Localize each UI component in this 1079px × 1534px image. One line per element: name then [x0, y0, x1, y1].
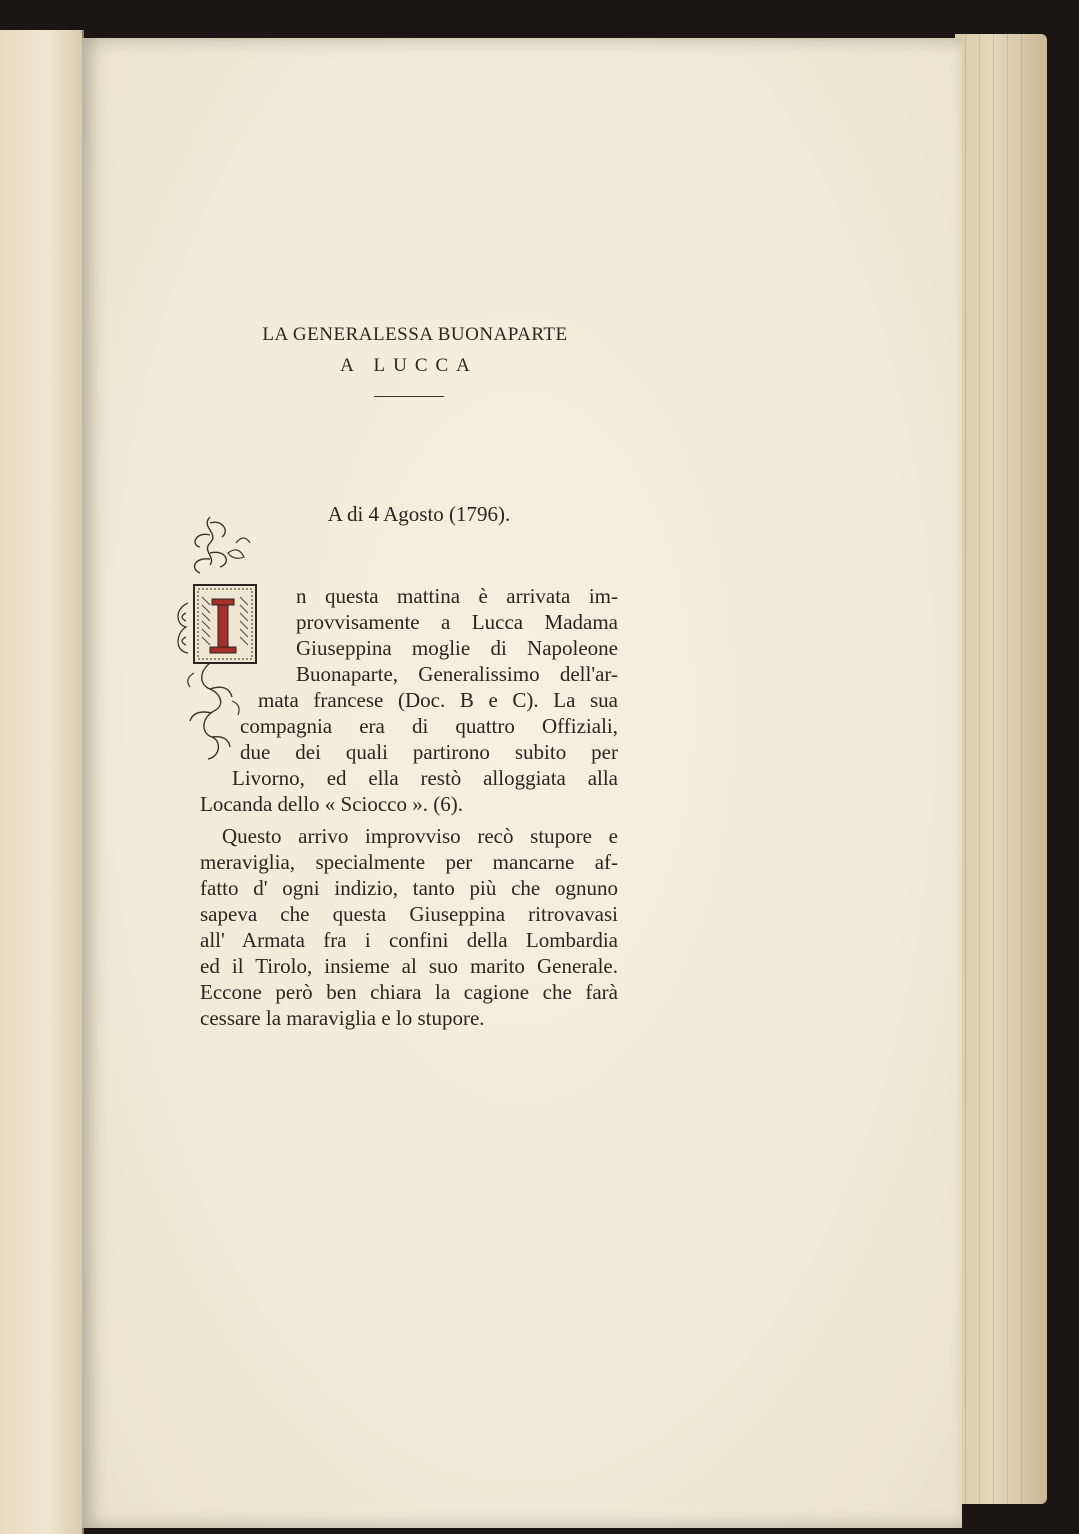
para2-line-4: sapeva che questa Giuseppina ritrovavasi — [200, 902, 618, 926]
chapter-title: LA GENERALESSA BUONAPARTE — [262, 324, 568, 345]
page-edge-stack — [955, 34, 1047, 1504]
book-page — [82, 38, 962, 1528]
left-page-edge — [0, 30, 84, 1534]
para1-line-4: Buonaparte, Generalissimo dell'ar- — [296, 662, 618, 686]
date-line: A di 4 Agosto (1796). — [327, 502, 511, 526]
ornamental-initial-icon — [170, 513, 266, 773]
para1-line-9: Locanda dello « Sciocco ». (6). — [200, 792, 463, 816]
text-column — [200, 278, 618, 1031]
para1-line-6: compagnia era di quattro Offiziali, — [240, 714, 618, 738]
para1-line-3: Giuseppina moglie di Napoleone — [296, 636, 618, 660]
para1-line-1: n questa mattina è arrivata im- — [296, 584, 618, 608]
para2-line-1: Questo arrivo improvviso recò stupore e — [222, 824, 618, 848]
para2-line-5: all' Armata fra i confini della Lombardia — [200, 928, 618, 952]
para1-line-5: mata francese (Doc. B e C). La sua — [258, 688, 618, 712]
para1-line-8: Livorno, ed ella restò alloggiata alla — [232, 766, 618, 790]
para1-line-7: due dei quali partirono subito per — [240, 740, 618, 764]
para2-line-2: meraviglia, specialmente per mancarne af- — [200, 850, 618, 874]
para2-line-3: fatto d' ogni indizio, tanto più che ognuno — [200, 876, 618, 900]
chapter-subtitle: A LUCCA — [340, 355, 478, 376]
paragraph-1 — [200, 583, 618, 817]
para2-line-8: cessare la maraviglia e lo stupore. — [200, 1006, 485, 1030]
paragraph-2 — [200, 823, 618, 1031]
para2-line-7: Eccone però ben chiara la cagione che farà — [200, 980, 618, 1004]
title-rule — [374, 396, 444, 397]
para2-line-6: ed il Tirolo, insieme al suo marito Generale. — [200, 954, 618, 978]
para1-line-2: provvisamente a Lucca Madama — [296, 610, 618, 634]
